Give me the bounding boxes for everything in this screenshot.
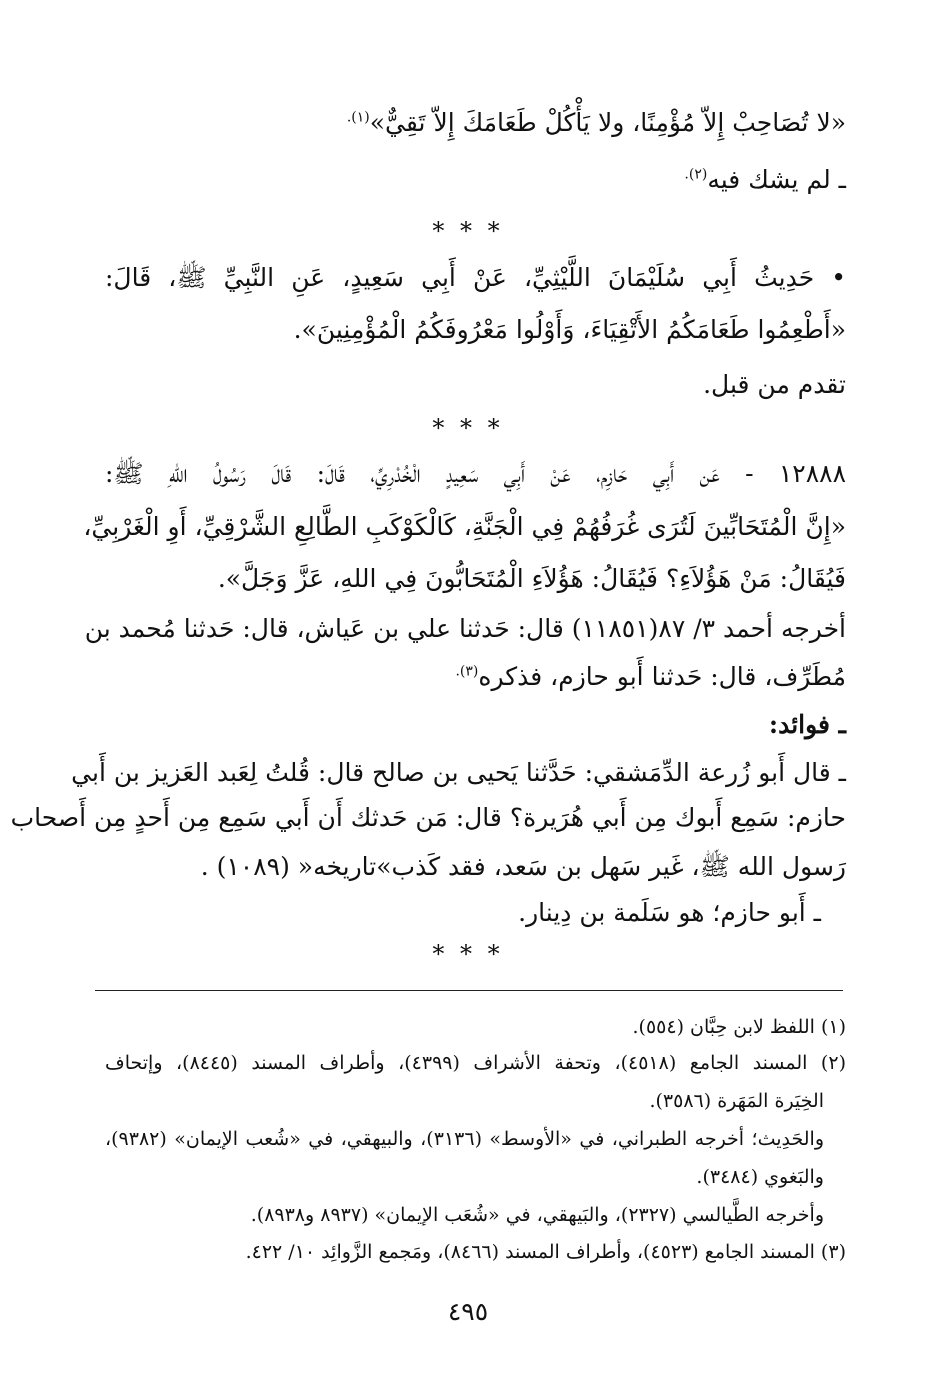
takhrij-line: أخرجه أحمد ٣/ ٨٧(١١٨٥١) قال: حَدثنا علي بن عَياش، قال: حَدثنا مُحمد بن bbox=[84, 614, 846, 643]
note-line: تقدم من قبل. bbox=[703, 370, 846, 399]
section-separator-stars: * * * bbox=[432, 217, 504, 245]
footnote-3: (٣) المسند الجامع (٤٥٢٣)، وأطراف المسند (٨٤٦٦)، ومَجمع الزَّوائِد ١٠/ ٤٢٢. bbox=[245, 1241, 846, 1263]
section-separator-stars: * * * bbox=[432, 414, 504, 442]
benefits-line: رَسول الله ﷺ، غَير سَهل بن سَعد، فقد كَذب»تاريخه« (١٠٨٩) . bbox=[200, 852, 846, 881]
footnote-2-cont: الخِيَرة المَهَرة (٣٥٨٦). bbox=[649, 1090, 824, 1112]
section-separator-stars: * * * bbox=[432, 940, 504, 968]
footnote-2-cont: والحَدِيث؛ أخرجه الطبراني، في «الأوسط» (٣١٣٦)، والبيهقي، في «شُعب الإيمان» (٩٣٨٢)، bbox=[105, 1128, 824, 1150]
footnote-ref: (١). bbox=[346, 109, 370, 126]
footnote-2: (٢) المسند الجامع (٤٥١٨)، وتحفة الأشراف (٤٣٩٩)، وأطراف المسند (٨٤٤٥)، وإتحاف bbox=[105, 1052, 846, 1074]
takhrij-line: مُطَرِّف، قال: حَدثنا أَبو حازم، فذكره$^{(٣).}$ bbox=[455, 662, 846, 691]
hadith-text-line: «لا تُصَاحِبْ إِلاّ مُؤْمِنًا، ولا يَأْكُلْ طَعَامَكَ إِلاّ تَقِيٌّ»$^{(١).}$ bbox=[346, 108, 846, 137]
hadith-text-line: «إِنَّ الْمُتَحَابِّينَ لَتُرَى غُرَفُهُمْ فِي الْجَنَّةِ، كَالْكَوْكَبِ الطَّالِعِ الشَّرْقِيِّ، أَوِ الْغَرْبِيِّ، bbox=[83, 512, 846, 541]
hadith-header-line: • حَدِيثُ أَبِي سُلَيْمَانَ اللَّيْثِيِّ، عَنْ أَبِي سَعِيدٍ، عَنِ النَّبِيِّ ﷺ، قَالَ: bbox=[105, 263, 846, 292]
benefits-heading: ـ فوائد: bbox=[768, 710, 846, 739]
page-number: ٤٩٥ bbox=[447, 1297, 489, 1326]
benefits-line: ـ أَبو حازم؛ هو سَلَمة بن دِينار. bbox=[518, 898, 821, 927]
hadith-text-line: فَيُقَالُ: مَنْ هَؤُلاَءِ؟ فَيُقَالُ: هَؤُلاَءِ الْمُتَحَابُّونَ فِي اللهِ، عَزَّ وَجَلَّ». bbox=[217, 564, 846, 593]
footnote-ref: (٢). bbox=[684, 166, 708, 183]
hadith-header-line: ١٢٨٨٨ - عَن أَبِي حَازِم، عَنْ أَبِي سَعِيدٍ الْخُدْرِيِّ، قَالَ: قَالَ رَسُولُ اللهِ ﷺ: bbox=[105, 459, 847, 488]
footnote-ref: (٣). bbox=[455, 663, 479, 680]
benefits-line: ـ قال أَبو زُرعة الدِّمَشقي: حَدَّثنا يَحيى بن صالح قال: قُلتُ لِعَبد العَزيز بن أَبي bbox=[71, 758, 846, 787]
note-line: ـ لم يشك فيه$^{(٢).}$ bbox=[684, 165, 846, 194]
footnote-2-cont: والبَغوي (٣٤٨٤). bbox=[696, 1166, 824, 1188]
footnote-separator bbox=[95, 990, 843, 991]
footnote-1: (١) اللفظ لابن حِبَّان (٥٥٤). bbox=[632, 1016, 846, 1038]
footnote-2-cont: وأخرجه الطَّيالسي (٢٣٢٧)، والبَيهقي، في «شُعَب الإيمان» (٨٩٣٧ و٨٩٣٨). bbox=[250, 1204, 824, 1226]
benefits-line: حازم: سَمِع أَبوك مِن أَبي هُرَيرة؟ قال: مَن حَدثك أَن أَبي سَمِع مِن أَحدٍ مِن أَصحاب bbox=[10, 803, 846, 832]
hadith-text-line: «أَطْعِمُوا طَعَامَكُمُ الأَتْقِيَاءَ، وَأَوْلُوا مَعْرُوفَكُمُ الْمُؤْمِنِينَ». bbox=[293, 315, 846, 344]
